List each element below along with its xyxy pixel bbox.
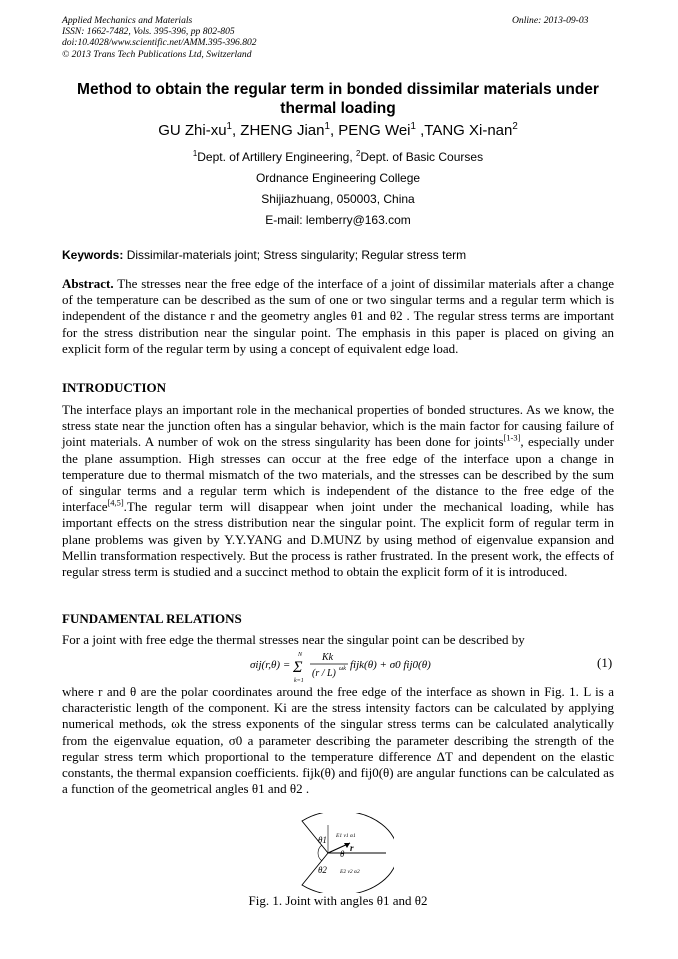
theta1-label: θ1 [318,835,327,845]
affil-mark: 2 [356,149,361,158]
author-name: ,TANG Xi-nan [415,122,513,139]
r-label: r [350,843,354,853]
section-heading-fundamental: FUNDAMENTAL RELATIONS [62,611,242,626]
figure-caption: Fig. 1. Joint with angles θ1 and θ2 [248,893,428,908]
journal-name: Applied Mechanics and Materials [62,15,193,26]
citation-ref[interactable]: [4,5] [107,497,124,508]
theta2-label: θ2 [318,865,327,875]
eq-frac-den-exp: ωk [339,666,346,672]
author-list [60,122,616,139]
eq-sum-top: N [298,652,303,658]
eq-rest: fijk(θ) + σ0 fij0(θ) [350,659,431,671]
eq-lhs: σij(r,θ) = [250,659,291,671]
citation-ref[interactable]: [1-3] [503,433,521,444]
department: Dept. of Basic Courses [360,150,484,164]
fundamental-paragraph: where r and θ are the polar coordinates around the free edge of the interface as shown in Fig. 1. L is a characteristic length of the component. Ki are the stress intensity factors can be calculated by applying numerical methods, ωk the stress exponents of the singular stress terms can be calculated analytically from the eigenvalue equation, σ0 a parameter describing the parameter describing the strength of the regular stress term which proportional to the temperature difference ΔT and dependent on the elastic constants, the thermal expansion coefficients. fijk(θ) and fij0(θ) are angular functions can be calculated as a function of the geometrical angles θ1 and θ2 . [62,684,614,797]
online-date: Online: 2013-09-03 [512,15,589,26]
section-heading-introduction: INTRODUCTION [62,380,167,395]
doi-line: doi:10.4028/www.scientific.net/AMM.395-396.802 [62,37,257,49]
figure-joint-diagram [282,813,394,893]
keywords-text: Dissimilar-materials joint; Stress singularity; Regular stress term [123,248,467,262]
affiliation-departments [60,150,616,164]
affil-mark: 1 [192,149,198,158]
eq-frac-num: Kk [322,652,334,663]
keywords-label: Keywords: [62,248,124,262]
material2-label: E2 ν2 α2 [340,869,360,875]
introduction-paragraph [62,402,614,580]
author-affil-mark: 1 [410,121,416,132]
intro-text: , especially under the plane assumption. High stresses can occur at the free edge of the interface upon a change in temperature due to thermal mismatch of the two materials, and the stresses can be described by the sum of singular terms and a regular term which is independent of the distance to the free edge of the interface [62,434,614,515]
paper-title: Method to obtain the regular term in bonded dissimilar materials under thermal loading [77,81,599,117]
author-name: , PENG Wei [329,122,411,139]
equation-number: (1) [597,655,613,670]
abstract-label: Abstract. [62,276,114,291]
author-name: , ZHENG Jian [231,122,325,139]
keywords-line [62,248,618,262]
header-block [62,15,257,60]
abstract-paragraph [62,276,614,357]
author-affil-mark: 1 [226,121,232,132]
angle-arc [318,845,322,861]
author-affil-mark: 2 [512,121,518,132]
intro-text: The interface plays an important role in the mechanical properties of bonded structures. As we know, the stress state near the junction often has a singular behavior, which is the main factor for causing failure of joint materials. A number of wok on the stress singularity has been done for joints [62,402,614,450]
material1-label: E1 ν1 α1 [336,833,356,839]
affiliation-city: Shijiazhuang, 050003, China [261,192,415,206]
author-name: GU Zhi-xu [158,122,227,139]
affiliation-college: Ordnance Engineering College [255,171,421,185]
intro-text: .The regular term will disappear when joint under the mechanical loading, while has important effects on the stress distribution near the singular point. The explicit form of regular term in plane problems was given by Y.Y.YANG and D.MUNZ by using method of eigenvalue expansion and Mellin transformation respectively. But the process is rather frustrated. In the present work, the effects of regular stress term is studied and a succinct method to obtain the explicit form of it is introduced. [62,499,614,580]
author-email[interactable]: E-mail: lemberry@163.com [265,213,411,227]
equation-graphic [250,648,450,684]
sum-symbol: Σ [293,659,303,676]
author-affil-mark: 1 [324,121,330,132]
copyright-line: © 2013 Trans Tech Publications Ltd, Switzerland [62,48,252,60]
abstract-text: The stresses near the free edge of the interface of a joint of dissimilar materials after a change of the temperature can be described as the sum of one or two singular terms and a regular term which is independent of the distance r and the geometry angles θ1 and θ2 . The regular stress terms are important for the stress distribution near the singular point. The emphasis in this paper is placed on giving an explicit form of the regular term by using a concept of equivalent edge load. [62,276,614,356]
issn-line: ISSN: 1662-7482, Vols. 395-396, pp 802-805 [62,26,235,38]
eq-frac-den: (r / L) [312,668,336,679]
theta-label: θ [340,849,345,859]
eq-sum-bot: k=1 [294,678,304,684]
equation-1 [250,648,450,687]
fundamental-lead: For a joint with free edge the thermal stresses near the singular point can be described by [62,632,525,647]
department: Dept. of Artillery Engineering, [197,150,357,164]
